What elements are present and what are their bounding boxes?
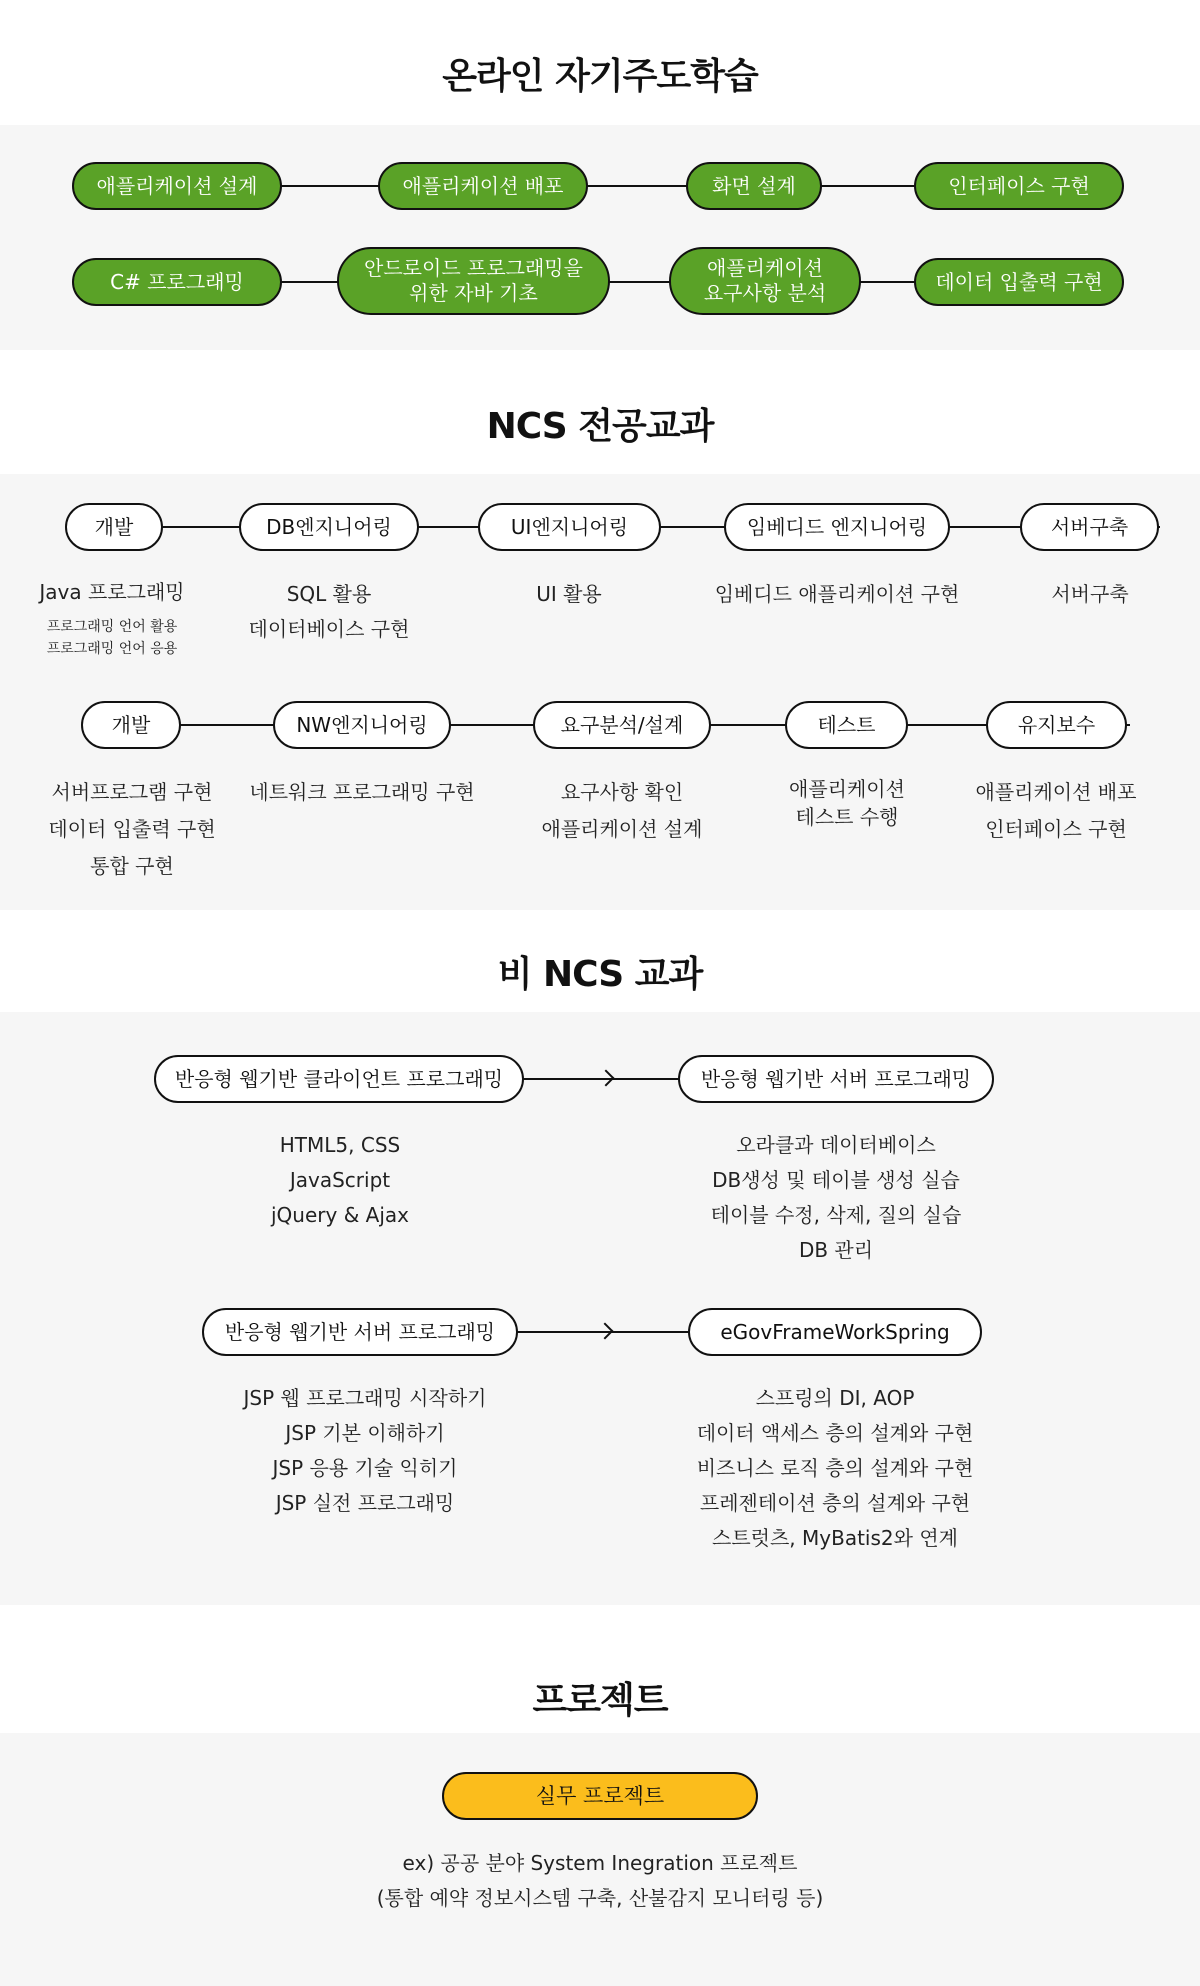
online-course-app-design[interactable]: 애플리케이션 설계 (72, 162, 282, 210)
ncs-module-nw[interactable]: NW엔지니어링 (273, 701, 451, 749)
ncs-desc: SQL 활용 데이터베이스 구현 (248, 582, 410, 641)
ncs-module-test[interactable]: 테스트 (785, 701, 908, 749)
ncs-module-server[interactable]: 서버구축 (1020, 503, 1159, 551)
connector (605, 1331, 690, 1333)
section-title-non-ncs: 비 NCS 교과 (497, 954, 703, 995)
ncs-module-db[interactable]: DB엔지니어링 (239, 503, 419, 551)
arrow-connector (515, 1331, 609, 1333)
project-desc: ex) 공공 분야 System Inegration 프로젝트 (통합 예약 정보시스템 구축, 산불감지 모니터링 등) (376, 1851, 824, 1910)
online-course-data-io[interactable]: 데이터 입출력 구현 (914, 258, 1124, 306)
non-ncs-client-programming[interactable]: 반응형 웹기반 클라이언트 프로그래밍 (154, 1055, 524, 1103)
non-ncs-server-programming[interactable]: 반응형 웹기반 서버 프로그래밍 (678, 1055, 994, 1103)
ncs-desc: 애플리케이션 테스트 수행 (789, 777, 905, 829)
arrow-connector (520, 1078, 610, 1080)
ncs-desc: 요구사항 확인 애플리케이션 설계 (541, 780, 703, 841)
non-ncs-desc: 스프링의 DI, AOP 데이터 액세스 층의 설계와 구현 비즈니스 로직 층의 설계와 구현 프레젠테이션 층의 설계와 구현 스트럿츠, MyBatis2와 연계 (696, 1386, 974, 1550)
online-band (0, 125, 1200, 350)
ncs-desc: 임베디드 애플리케이션 구현 (714, 582, 960, 606)
ncs-desc: 네트워크 프로그래밍 구현 (249, 780, 475, 804)
online-course-interface[interactable]: 인터페이스 구현 (914, 162, 1124, 210)
ncs-module-embedded[interactable]: 임베디드 엔지니어링 (724, 503, 950, 551)
ncs-desc: 애플리케이션 배포 인터페이스 구현 (975, 780, 1137, 841)
non-ncs-desc: 오라클과 데이터베이스 DB생성 및 테이블 생성 실습 테이블 수정, 삭제, 질의 실습 DB 관리 (710, 1133, 962, 1262)
ncs-module-analysis[interactable]: 요구분석/설계 (533, 701, 711, 749)
online-course-app-deploy[interactable]: 애플리케이션 배포 (378, 162, 588, 210)
ncs-desc-sub: 프로그래밍 언어 활용 프로그래밍 언어 응용 (46, 619, 178, 657)
section-title-project: 프로젝트 (532, 1680, 668, 1721)
ncs-module-dev-2[interactable]: 개발 (81, 701, 181, 749)
non-ncs-desc: HTML5, CSS JavaScript jQuery & Ajax (271, 1133, 409, 1227)
ncs-module-ui[interactable]: UI엔지니어링 (478, 503, 661, 551)
project-button[interactable]: 실무 프로젝트 (442, 1772, 758, 1820)
section-title-online: 온라인 자기주도학습 (442, 56, 758, 97)
online-course-csharp[interactable]: C# 프로그래밍 (72, 258, 282, 306)
ncs-module-dev[interactable]: 개발 (65, 503, 163, 551)
non-ncs-egov-spring[interactable]: eGovFrameWorkSpring (688, 1308, 982, 1356)
connector (605, 1078, 685, 1080)
ncs-desc: 서버프로그램 구현 데이터 입출력 구현 통합 구현 (48, 780, 216, 878)
online-course-android-java[interactable]: 안드로이드 프로그래밍을 위한 자바 기초 (337, 247, 610, 315)
ncs-desc: Java 프로그래밍 (39, 580, 185, 604)
ncs-desc: 서버구축 (1051, 582, 1129, 606)
non-ncs-desc: JSP 웹 프로그래밍 시작하기 JSP 기본 이해하기 JSP 응용 기술 익히기 JSP 실전 프로그래밍 (243, 1386, 487, 1515)
non-ncs-server-programming-2[interactable]: 반응형 웹기반 서버 프로그래밍 (202, 1308, 518, 1356)
ncs-desc: UI 활용 (536, 582, 602, 606)
online-course-requirements[interactable]: 애플리케이션 요구사항 분석 (669, 247, 861, 315)
section-title-ncs: NCS 전공교과 (486, 406, 714, 447)
ncs-module-maintenance[interactable]: 유지보수 (986, 701, 1127, 749)
online-course-screen-design[interactable]: 화면 설계 (686, 162, 822, 210)
